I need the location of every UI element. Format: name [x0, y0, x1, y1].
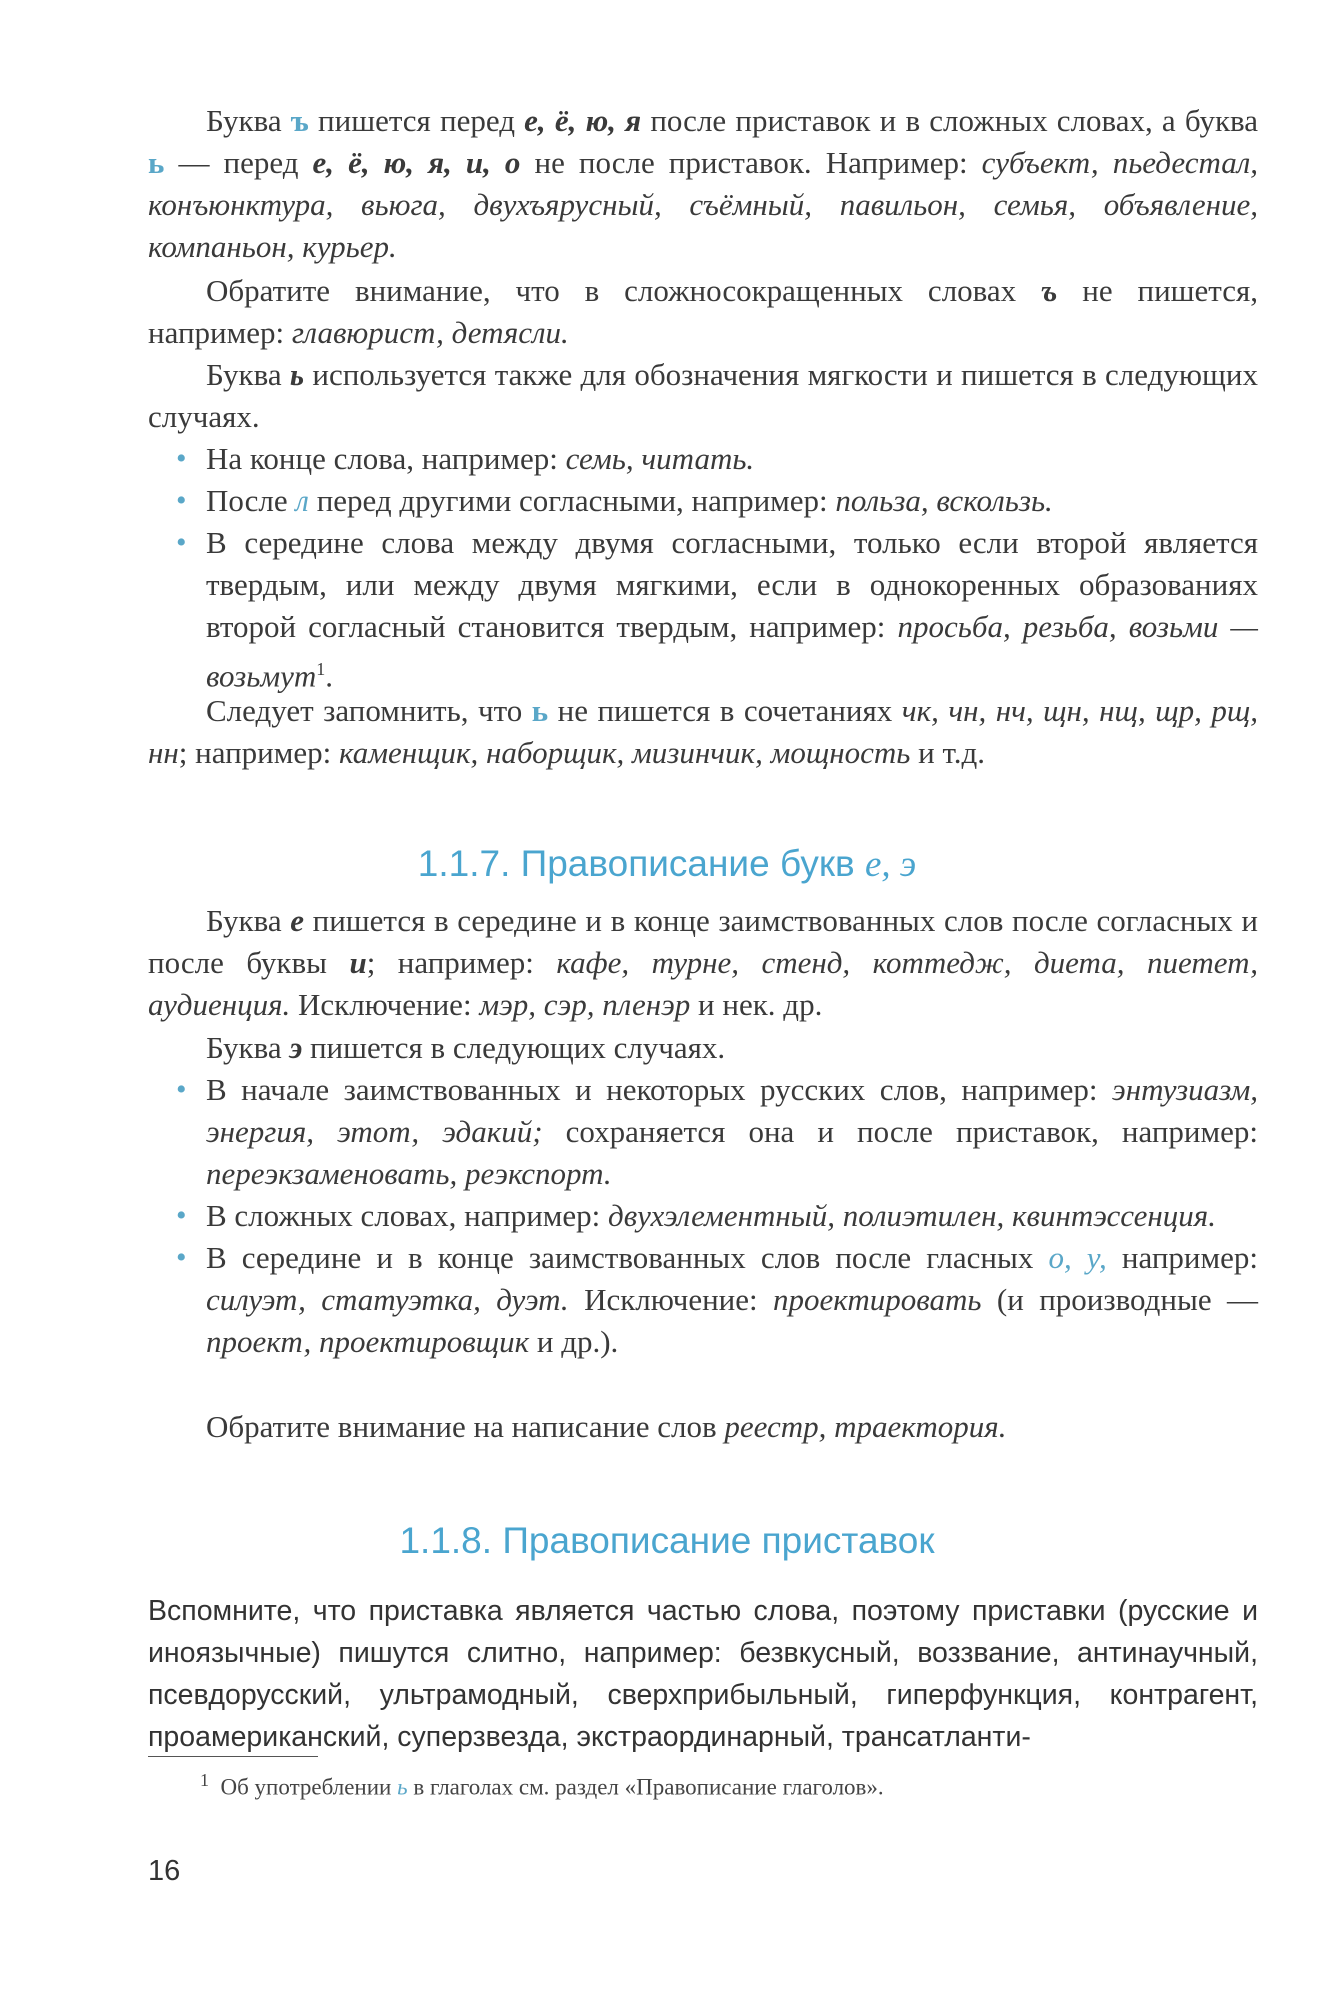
text: — перед — [164, 145, 313, 180]
text: В середине слова между двумя согласными, только если второй является твердым, или между двумя мягкими, если в однокоренных образованиях второй согласный становится твердым, например: — [206, 525, 1258, 644]
paragraph-attention-spelling — [148, 1406, 1258, 1448]
text: Исключение: — [568, 1282, 774, 1317]
eh-rules-list — [176, 1069, 1259, 1363]
example-words: переэкзаменовать, реэкспорт. — [206, 1156, 612, 1191]
paragraph-prefixes — [148, 1590, 1258, 1758]
example-words: кафе, турне, стенд, коттедж, диета, пиетет, аудиенция. — [148, 945, 1258, 1022]
text: Исключение: — [290, 987, 480, 1022]
letter-eh: э — [289, 1030, 303, 1065]
letter-combinations: чк, чн, нч, щн, нщ, щр, рщ, нн — [148, 693, 1258, 770]
example-words: каменщик, наборщик, мизинчик, мощность — [339, 735, 911, 770]
paragraph-hard-soft-sign — [148, 100, 1258, 268]
footnote-mark: 1 — [200, 1770, 209, 1790]
text: в глаголах см. раздел «Правописание глаголов». — [407, 1774, 884, 1800]
list-item — [176, 1069, 1258, 1195]
text: Обратите внимание на написание слов — [206, 1409, 725, 1444]
text: Буква — [206, 357, 290, 392]
letter-e: е — [290, 903, 304, 938]
text: ; например: — [178, 735, 339, 770]
vowel-list: о, у, — [1048, 1240, 1107, 1275]
text: Буква — [206, 1030, 290, 1065]
text: сохраняется она и после приставок, например: — [542, 1114, 1258, 1149]
example-words: силуэт, статуэтка, дуэт. — [206, 1282, 569, 1317]
footnote-divider — [148, 1756, 318, 1757]
exception-words: мэр, сэр, пленэр — [479, 987, 691, 1022]
bullet-icon: • — [176, 1241, 187, 1274]
letter-i: и — [349, 945, 367, 980]
text: В начале заимствованных и некоторых русских слов, например: — [206, 1072, 1113, 1107]
text: и др.). — [529, 1324, 619, 1359]
letter-l: л — [295, 483, 309, 518]
heading-letters: е, э — [864, 844, 917, 885]
text: и нек. др. — [690, 987, 823, 1022]
text: перед другими согласными, например: — [308, 483, 836, 518]
vowel-list: е, ё, ю, я — [524, 103, 642, 138]
text: В середине и в конце заимствованных слов после гласных — [206, 1240, 1049, 1275]
example-words: двухэлементный, полиэтилен, квинтэссенция. — [608, 1198, 1216, 1233]
letter-hard-sign: ъ — [1041, 273, 1058, 308]
text: Обратите внимание, что в сложносокращенных словах — [206, 273, 1042, 308]
list-item — [176, 438, 1258, 480]
paragraph-letter-eh — [148, 1027, 1258, 1069]
soft-sign-rules-list — [176, 438, 1258, 697]
text: например: — [1106, 1240, 1258, 1275]
bullet-icon: • — [176, 526, 187, 559]
text: ; например: — [366, 945, 557, 980]
bullet-icon: • — [176, 1199, 187, 1232]
text: и т.д. — [910, 735, 985, 770]
bullet-icon: • — [176, 442, 187, 475]
text: после приставок и в сложных словах, а буква — [641, 103, 1259, 138]
footnote-mark: 1 — [316, 659, 326, 679]
page-number: 16 — [148, 1855, 181, 1887]
text: . — [325, 658, 334, 694]
letter-soft-sign: ь — [148, 145, 165, 180]
letter-soft-sign: ь — [397, 1774, 408, 1800]
list-item — [176, 1237, 1259, 1363]
text: не пишется в сочетаниях — [548, 693, 902, 728]
letter-soft-sign: ь — [531, 693, 549, 728]
bullet-icon: • — [176, 484, 187, 517]
text: не пишется, например: — [148, 273, 1258, 350]
paragraph-letter-e — [148, 900, 1258, 1026]
section-heading-1-1-8 — [0, 1520, 1334, 1562]
example-words: просьба, резьба, возьми — возьмут — [206, 609, 1258, 694]
paragraph-remember — [148, 690, 1258, 774]
text: В сложных словах, например: — [206, 1198, 609, 1233]
bullet-icon: • — [176, 1073, 187, 1106]
heading-text: 1.1.8. Правописание приставок — [399, 1520, 935, 1561]
section-heading-1-1-7 — [0, 843, 1334, 886]
heading-text: 1.1.7. Правописание букв — [417, 843, 865, 884]
letter-soft-sign: ь — [289, 357, 305, 392]
text: Буква — [206, 903, 291, 938]
example-words: энтузиазм, энергия, этот, эдакий; — [206, 1072, 1258, 1149]
text: используется также для обозначения мягкости и пишется в следующих случаях. — [148, 357, 1259, 434]
text: (и производные — — [981, 1282, 1259, 1317]
example-words: семь, читать. — [565, 441, 755, 476]
footnote — [200, 1770, 884, 1801]
text: После — [206, 483, 296, 518]
text: не после приставок. Например: — [520, 145, 982, 180]
example-words: субъект, пьедестал, конъюнктура, вьюга, двухъярусный, съёмный, павильон, семья, объявление, компаньон, курьер. — [148, 145, 1258, 264]
text: На конце слова, например: — [206, 441, 566, 476]
text: пишется перед — [308, 103, 525, 138]
text: Об употреблении — [220, 1774, 398, 1800]
list-item — [176, 480, 1258, 522]
exception-words: проектировать — [773, 1282, 982, 1317]
text: пишется в середине и в конце заимствованных слов после согласных и после буквы — [148, 903, 1258, 980]
letter-hard-sign: ъ — [290, 103, 309, 138]
example-words: польза, вскользь. — [835, 483, 1053, 518]
text: Буква — [206, 103, 291, 138]
example-words: проект, проектировщик — [206, 1324, 530, 1359]
vowel-list: е, ё, ю, я, и, о — [312, 145, 521, 180]
list-item — [176, 522, 1258, 697]
example-words: реестр, траектория. — [724, 1409, 1007, 1444]
paragraph-soft-sign-usage — [148, 354, 1258, 438]
text: пишется в следующих случаях. — [302, 1030, 726, 1065]
list-item — [176, 1195, 1258, 1237]
text: Следует запомнить, что — [206, 693, 532, 728]
text: Вспомните, что приставка является частью слова, поэтому приставки (русские и иноязычные) пишутся слитно, например: безвкусный, воззвание, антинаучный, псевдорусский, ультрамодный, сверхприбыльный, гиперфункция, контрагент, проамериканский, суперзвезда, экстраординарный, трансатланти- — [148, 1595, 1258, 1753]
example-words: главюрист, детясли. — [291, 315, 569, 350]
paragraph-attention-compound — [148, 270, 1258, 354]
